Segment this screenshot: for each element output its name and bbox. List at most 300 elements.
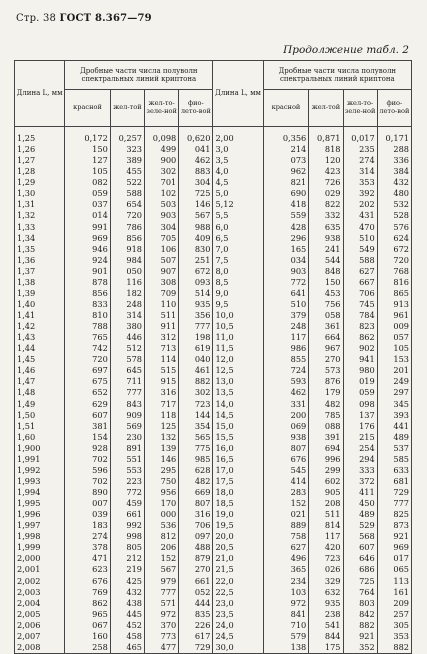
value-cell-right: 393 [377,410,411,421]
value-cell-left: 661 [179,576,213,587]
table-row [15,144,412,155]
table-row [15,642,412,654]
value-cell-right: 462 [263,387,309,398]
length-cell-right: 19,0 [213,509,263,520]
value-cell-right: 777 [377,498,411,509]
length-cell-left: 2,002 [15,576,65,587]
value-cell-left: 645 [110,365,144,376]
table-row [15,354,412,365]
length-cell-right: 10,5 [213,321,263,332]
value-cell-left: 567 [145,564,179,575]
table-row [15,155,412,166]
value-cell-left: 890 [65,487,111,498]
value-cell-left: 206 [145,542,179,553]
table-row [15,199,412,210]
value-cell-left: 000 [145,509,179,520]
value-cell-right: 058 [309,310,343,321]
value-cell-left: 909 [110,410,144,421]
length-cell-left: 1,43 [15,332,65,343]
length-cell-right: 15,0 [213,421,263,432]
value-cell-left: 969 [65,233,111,244]
table-row [15,421,412,432]
table-row [15,487,412,498]
value-cell-right: 921 [343,631,377,642]
value-cell-left: 843 [110,399,144,410]
length-cell-left: 1,51 [15,421,65,432]
value-cell-left: 308 [145,277,179,288]
value-cell-left: 154 [65,432,111,443]
length-cell-right: 13,0 [213,376,263,387]
value-cell-right: 723 [309,553,343,564]
value-cell-right: 165 [263,244,309,255]
value-cell-left: 037 [65,199,111,210]
value-cell-left: 183 [65,520,111,531]
value-cell-left: 182 [110,288,144,299]
length-cell-left: 1,35 [15,244,65,255]
value-cell-left: 928 [65,443,111,454]
value-cell-left: 146 [145,454,179,465]
table-row [15,288,412,299]
length-cell-left: 1,32 [15,210,65,221]
table-row [15,299,412,310]
value-cell-left: 965 [65,609,111,620]
value-cell-left: 984 [110,255,144,266]
value-cell-right: 938 [309,233,343,244]
value-cell-left: 0,098 [145,127,179,145]
value-cell-right: 511 [309,509,343,520]
value-cell-right: 365 [263,564,309,575]
table-row [15,576,412,587]
value-cell-left: 810 [65,310,111,321]
value-cell-right: 559 [263,210,309,221]
value-cell-left: 769 [65,587,111,598]
length-cell-left: 1,50 [15,410,65,421]
length-cell-right: 14,0 [213,399,263,410]
value-cell-right: 249 [377,376,411,387]
length-cell-right: 14,5 [213,410,263,421]
length-cell-left: 1,60 [15,432,65,443]
value-cell-left: 596 [65,465,111,476]
length-cell-left: 2,000 [15,553,65,564]
value-cell-right: 105 [377,343,411,354]
value-cell-left: 312 [145,332,179,343]
table-row [15,255,412,266]
value-cell-right: 496 [263,553,309,564]
value-cell-right: 059 [343,387,377,398]
value-cell-left: 132 [145,432,179,443]
value-cell-left: 553 [110,465,144,476]
value-cell-left: 150 [65,144,111,155]
value-cell-left: 777 [145,587,179,598]
value-cell-right: 0,871 [309,127,343,145]
value-cell-left: 258 [65,642,111,654]
table-row [15,244,412,255]
value-cell-right: 200 [263,410,309,421]
length-cell-left: 1,45 [15,354,65,365]
value-cell-left: 720 [110,210,144,221]
value-cell-left: 219 [110,564,144,575]
value-cell-right: 641 [263,288,309,299]
value-cell-left: 370 [145,620,179,631]
value-cell-right: 234 [263,576,309,587]
value-cell-right: 873 [377,520,411,531]
length-cell-right: 16,5 [213,454,263,465]
value-cell-left: 720 [65,354,111,365]
value-cell-left: 998 [110,531,144,542]
length-cell-right: 12,5 [213,365,263,376]
value-cell-left: 445 [110,609,144,620]
col-yellow-right: жел-той [309,90,343,127]
value-cell-left: 711 [110,376,144,387]
value-cell-right: 842 [343,609,377,620]
table-row [15,609,412,620]
length-cell-left: 1,29 [15,177,65,188]
value-cell-left: 725 [179,188,213,199]
col-red-right: красной [263,90,309,127]
value-cell-right: 579 [263,631,309,642]
length-cell-left: 1,993 [15,476,65,487]
length-cell-right: 18,5 [213,498,263,509]
length-cell-left: 1,33 [15,222,65,233]
table-row [15,465,412,476]
value-cell-right: 179 [309,387,343,398]
value-cell-left: 946 [65,244,111,255]
value-cell-right: 336 [377,155,411,166]
value-cell-right: 379 [263,310,309,321]
value-cell-right: 431 [343,210,377,221]
value-cell-right: 537 [377,443,411,454]
value-cell-left: 459 [110,498,144,509]
length-cell-right: 17,0 [213,465,263,476]
value-cell-left: 935 [179,299,213,310]
value-cell-right: 418 [263,199,309,210]
value-cell-left: 488 [179,542,213,553]
value-cell-right: 201 [377,365,411,376]
group-header-right: Дробные части числа полуволн спектральных линий криптона [263,61,411,90]
value-cell-right: 980 [343,365,377,376]
value-cell-right: 814 [309,520,343,531]
value-cell-right: 635 [309,222,343,233]
value-cell-left: 503 [145,199,179,210]
value-cell-left: 125 [145,421,179,432]
value-cell-right: 034 [263,255,309,266]
value-cell-right: 941 [343,354,377,365]
value-cell-left: 786 [110,222,144,233]
value-cell-right: 202 [343,199,377,210]
value-cell-right: 150 [309,277,343,288]
value-cell-left: 477 [145,642,179,654]
value-cell-left: 409 [179,233,213,244]
table-continuation-label: Продолжение табл. 2 [283,44,409,56]
length-cell-left: 2,008 [15,642,65,654]
value-cell-right: 541 [309,620,343,631]
value-cell-right: 573 [309,365,343,376]
table-row [15,376,412,387]
length-cell-left: 1,900 [15,443,65,454]
length-cell-left: 1,992 [15,465,65,476]
value-cell-left: 702 [65,454,111,465]
value-cell-right: 588 [343,255,377,266]
value-cell-right: 816 [377,277,411,288]
value-cell-right: 329 [309,576,343,587]
value-cell-left: 915 [145,376,179,387]
value-cell-left: 316 [145,387,179,398]
value-cell-right: 117 [263,332,309,343]
value-cell-right: 921 [377,531,411,542]
table-row [15,598,412,609]
length-cell-left: 1,994 [15,487,65,498]
value-cell-right: 482 [309,399,343,410]
value-cell-right: 138 [263,642,309,654]
length-cell-right: 13,5 [213,387,263,398]
value-cell-left: 623 [65,564,111,575]
value-cell-right: 821 [263,177,309,188]
length-cell-right: 8,5 [213,277,263,288]
value-cell-left: 765 [65,332,111,343]
value-cell-right: 065 [377,564,411,575]
value-cell-right: 544 [309,255,343,266]
value-cell-left: 295 [145,465,179,476]
col-yellow-green-right: жел-то-зеле-ной [343,90,377,127]
table-row [15,443,412,454]
value-cell-right: 073 [263,155,309,166]
col-violet-right: фио-лето-вой [377,90,411,127]
length-cell-right: 20,0 [213,531,263,542]
spectral-fractions-table [14,60,412,654]
length-cell-right: 20,5 [213,542,263,553]
value-cell-left: 144 [179,410,213,421]
value-cell-left: 302 [145,166,179,177]
value-cell-left: 835 [179,609,213,620]
value-cell-right: 532 [377,199,411,210]
value-cell-left: 551 [110,454,144,465]
length-cell-left: 1,40 [15,299,65,310]
value-cell-right: 772 [263,277,309,288]
value-cell-left: 907 [145,266,179,277]
value-cell-right: 967 [309,343,343,354]
value-cell-left: 226 [179,620,213,631]
value-cell-left: 805 [110,542,144,553]
value-cell-right: 602 [309,476,343,487]
value-cell-right: 720 [377,255,411,266]
value-cell-right: 017 [377,553,411,564]
length-cell-right: 11,5 [213,343,263,354]
value-cell-right: 694 [309,443,343,454]
value-cell-left: 039 [65,509,111,520]
length-cell-left: 1,991 [15,454,65,465]
value-cell-left: 522 [110,177,144,188]
value-cell-right: 0,017 [343,127,377,145]
value-cell-right: 627 [263,542,309,553]
length-cell-left: 1,47 [15,376,65,387]
value-cell-left: 883 [179,166,213,177]
value-cell-left: 304 [145,222,179,233]
value-cell-right: 117 [309,531,343,542]
length-cell-right: 22,5 [213,587,263,598]
value-cell-right: 510 [343,233,377,244]
value-cell-right: 568 [343,531,377,542]
length-cell-right: 11,0 [213,332,263,343]
value-cell-left: 354 [179,421,213,432]
length-cell-right: 16,0 [213,443,263,454]
value-cell-right: 768 [377,266,411,277]
value-cell-right: 384 [377,166,411,177]
value-cell-left: 097 [179,531,213,542]
value-cell-right: 785 [309,410,343,421]
value-cell-right: 646 [343,553,377,564]
value-cell-right: 690 [263,188,309,199]
value-cell-right: 576 [377,222,411,233]
value-cell-right: 607 [343,542,377,553]
value-cell-left: 567 [179,210,213,221]
value-cell-left: 452 [110,620,144,631]
value-cell-right: 969 [377,542,411,553]
length-cell-left: 1,25 [15,127,65,145]
value-cell-left: 729 [179,642,213,654]
value-cell-left: 116 [110,277,144,288]
length-cell-right: 23,0 [213,598,263,609]
length-cell-right: 30,0 [213,642,263,654]
value-cell-right: 470 [343,222,377,233]
value-cell-right: 331 [263,399,309,410]
table-row [15,476,412,487]
value-cell-left: 114 [145,354,179,365]
value-cell-right: 257 [377,609,411,620]
length-cell-left: 1,30 [15,188,65,199]
value-cell-right: 889 [263,520,309,531]
length-cell-right: 4,0 [213,166,263,177]
value-cell-right: 902 [343,343,377,354]
table-body [15,127,412,654]
value-cell-right: 314 [343,166,377,177]
value-cell-left: 536 [145,520,179,531]
value-cell-left: 569 [110,421,144,432]
value-cell-left: 717 [145,399,179,410]
value-cell-left: 093 [179,277,213,288]
length-cell-left: 2,001 [15,564,65,575]
value-cell-right: 593 [263,376,309,387]
value-cell-right: 913 [377,299,411,310]
value-cell-left: 014 [65,210,111,221]
value-cell-right: 986 [263,343,309,354]
table-row [15,520,412,531]
value-cell-left: 356 [179,310,213,321]
value-cell-right: 882 [377,642,411,654]
value-cell-left: 389 [110,155,144,166]
value-cell-left: 709 [145,288,179,299]
value-cell-right: 353 [377,631,411,642]
value-cell-right: 489 [343,509,377,520]
value-cell-left: 856 [65,288,111,299]
length-cell-left: 1,997 [15,520,65,531]
value-cell-left: 750 [145,476,179,487]
value-cell-left: 511 [145,310,179,321]
col-violet-left: фио-лето-вой [179,90,213,127]
length-cell-right: 6,0 [213,222,263,233]
value-cell-left: 052 [179,587,213,598]
value-cell-right: 432 [377,177,411,188]
value-cell-left: 040 [179,354,213,365]
value-cell-right: 299 [309,465,343,476]
length-cell-left: 1,28 [15,166,65,177]
value-cell-left: 082 [65,177,111,188]
value-cell-right: 818 [309,144,343,155]
value-cell-left: 862 [65,598,111,609]
value-cell-right: 862 [343,332,377,343]
value-cell-left: 102 [145,188,179,199]
value-cell-left: 438 [110,598,144,609]
value-cell-right: 0,356 [263,127,309,145]
value-cell-right: 175 [309,642,343,654]
length-cell-left: 1,37 [15,266,65,277]
length-cell-left: 1,46 [15,365,65,376]
table-row [15,454,412,465]
value-cell-left: 713 [145,343,179,354]
value-cell-left: 777 [110,387,144,398]
value-cell-right: 241 [309,244,343,255]
value-cell-left: 578 [110,354,144,365]
value-cell-right: 270 [309,354,343,365]
value-cell-left: 514 [179,288,213,299]
table-row [15,631,412,642]
value-cell-right: 664 [309,332,343,343]
value-cell-left: 251 [179,255,213,266]
value-cell-right: 822 [309,199,343,210]
value-cell-left: 170 [145,498,179,509]
value-cell-right: 120 [309,155,343,166]
value-cell-right: 238 [309,609,343,620]
value-cell-right: 113 [377,576,411,587]
value-cell-left: 461 [179,365,213,376]
value-cell-left: 314 [110,310,144,321]
table-row [15,509,412,520]
value-cell-left: 654 [110,199,144,210]
length-cell-right: 12,0 [213,354,263,365]
value-cell-right: 208 [309,498,343,509]
value-cell-right: 528 [377,210,411,221]
value-cell-left: 270 [179,564,213,575]
value-cell-left: 230 [110,432,144,443]
value-cell-right: 392 [343,188,377,199]
value-cell-right: 962 [263,166,309,177]
value-cell-right: 333 [343,465,377,476]
length-cell-left: 2,007 [15,631,65,642]
value-cell-left: 856 [110,233,144,244]
value-cell-right: 724 [263,365,309,376]
standard-code: ГОСТ 8.367—79 [59,13,152,24]
value-cell-left: 991 [65,222,111,233]
value-cell-right: 667 [343,277,377,288]
value-cell-right: 823 [343,321,377,332]
length-cell-left: 1,996 [15,509,65,520]
value-cell-left: 465 [110,642,144,654]
value-cell-left: 444 [179,598,213,609]
value-cell-right: 420 [309,542,343,553]
value-cell-right: 803 [343,598,377,609]
value-cell-left: 777 [179,321,213,332]
value-cell-left: 041 [179,144,213,155]
length-cell-left: 1,39 [15,288,65,299]
value-cell-right: 026 [309,564,343,575]
value-cell-left: 772 [110,487,144,498]
length-cell-right: 24,0 [213,620,263,631]
table-row [15,531,412,542]
value-cell-right: 098 [343,399,377,410]
table-row [15,553,412,564]
value-cell-right: 153 [377,354,411,365]
length-cell-right: 4,5 [213,177,263,188]
value-cell-left: 274 [65,531,111,542]
